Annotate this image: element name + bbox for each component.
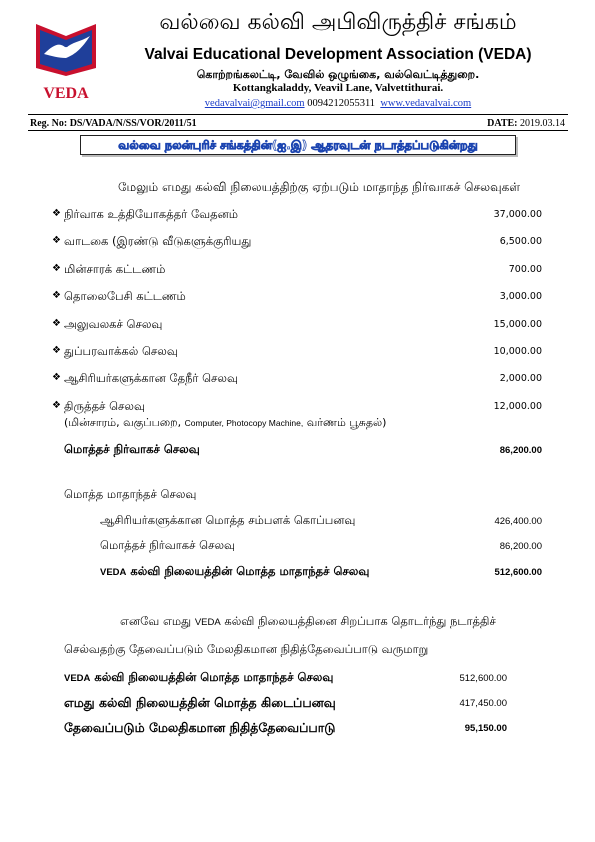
expense-item (52, 207, 542, 225)
registration-number: Reg. No: DS/VADA/N/SS/VOR/2011/51 (30, 118, 197, 129)
note-english: Computer, Photocopy Machine, (184, 418, 304, 428)
monthly-total-amount: 512,600.00 (494, 567, 542, 578)
expense-amount: 12,000.00 (493, 400, 542, 412)
monthly-total-text: கல்வி நிலையத்தின் மொத்த மாதாந்தச் செலவு (126, 564, 370, 578)
expense-label: தொலைபேசி கட்டணம் (64, 289, 186, 304)
title-english: Valvai Educational Development Association (VEDA) (144, 46, 532, 63)
diamond-bullet-icon: ❖ (52, 262, 61, 274)
email-link[interactable]: vedavalvai@gmail.com (204, 98, 305, 109)
summary-line-2: செல்வதற்கு தேவைப்படும் மேலதிகமான நிதித்தேவைப்பாடு வருமாறு (64, 642, 429, 656)
website-link[interactable]: www.vedavalvai.com (380, 98, 472, 109)
note-suffix: வர்ணம் பூசுதல்) (303, 416, 387, 429)
expense-label: நிர்வாக உத்தியோகத்தர் வேதனம் (64, 207, 239, 221)
expense-label: மின்சாரக் கட்டணம் (64, 261, 166, 276)
expense-amount: 3,000.00 (499, 291, 542, 303)
summary-line1-b: கல்வி நிலையத்தினை சிறப்பாக தொடர்ந்து நடாத்திச் (220, 614, 496, 628)
expenses-intro: மேலும் எமது கல்வி நிலையத்திற்கு ஏற்படும் மாதாந்த நிர்வாகச் செலவுகள் (118, 180, 521, 194)
expense-amount: 2,000.00 (499, 373, 542, 385)
expense-amount: 700.00 (508, 263, 542, 275)
expense-amount: 15,000.00 (493, 318, 542, 330)
diamond-bullet-icon: ❖ (52, 290, 61, 302)
expense-item (52, 344, 542, 362)
expense-amount: 37,000.00 (493, 209, 542, 220)
summary-row-1-amount: 512,600.00 (459, 673, 507, 684)
header-rule (28, 114, 568, 115)
summary-row-2-label: எமது கல்வி நிலையத்தின் மொத்த கிடைப்பனவு (64, 695, 336, 710)
expense-amount: 10,000.00 (493, 346, 542, 357)
diamond-bullet-icon: ❖ (52, 372, 61, 384)
monthly-admin-amount: 86,200.00 (499, 541, 542, 552)
diamond-bullet-icon: ❖ (52, 235, 61, 247)
diamond-bullet-icon: ❖ (52, 399, 61, 411)
expense-item (52, 317, 542, 335)
summary-row-2-amount: 417,450.00 (459, 698, 507, 709)
admin-total-amount: 86,200.00 (499, 445, 542, 456)
monthly-admin-label: மொத்தச் நிர்வாகச் செலவு (100, 538, 236, 552)
contact-line (118, 98, 558, 109)
expense-amount: 6,500.00 (499, 236, 542, 248)
reg-rule (28, 130, 568, 131)
date-line (487, 118, 565, 129)
summary-row-3-label: தேவைப்படும் மேலதிகமான நிதித்தேவைப்பாடு (64, 720, 336, 735)
summary-row-3-amount: 95,150.00 (464, 723, 507, 734)
expense-label: துப்பரவாக்கல் செலவு (64, 344, 178, 358)
expense-label: வாடகை (இரண்டு வீடுகளுக்குரியது (64, 234, 252, 249)
admin-total-label: மொத்தச் நிர்வாகச் செலவு (64, 442, 200, 456)
phone-number: 0094212055311 (307, 98, 376, 109)
monthly-heading: மொத்த மாதாந்தச் செலவு (64, 487, 197, 501)
expense-label: அலுவலகச் செலவு (64, 316, 163, 331)
diamond-bullet-icon: ❖ (52, 345, 61, 356)
expense-item (52, 371, 542, 389)
summary-row-1-label (64, 670, 333, 686)
teachers-salary-label: ஆசிரியர்களுக்கான மொத்த சம்பளக் கொப்பனவு (100, 513, 356, 527)
summary-row1-prefix: VEDA (64, 673, 91, 684)
monthly-total-prefix: VEDA (100, 567, 127, 578)
repair-note (64, 416, 386, 431)
summary-line1-a: எனவே எமது (120, 614, 195, 628)
summary-row1-text: கல்வி நிலையத்தின் மொத்த மாதாந்தச் செலவு (90, 670, 334, 684)
date-value: 2019.03.14 (520, 118, 565, 129)
veda-logo (26, 14, 106, 106)
expense-label: ஆசிரியர்களுக்கான தேநீர் செலவு (64, 371, 238, 386)
expense-item (52, 399, 542, 417)
summary-line1-en: VEDA (194, 617, 221, 628)
diamond-bullet-icon: ❖ (52, 208, 61, 219)
title-tamil: வல்வை கல்வி அபிவிருத்திச் சங்கம் (159, 10, 517, 35)
summary-line-1 (120, 614, 496, 630)
date-label: DATE: (487, 118, 518, 129)
address-tamil: கொற்றங்கலட்டி, வேவில் ஒழுங்கை, வல்வெட்டித்துறை. (196, 68, 480, 81)
teachers-salary-amount: 426,400.00 (494, 516, 542, 527)
expense-item (52, 289, 542, 307)
expense-item (52, 262, 542, 280)
address-english: Kottangkaladdy, Veavil Lane, Valvettithurai. (232, 82, 444, 94)
support-banner: வல்வை நலன்புரிச் சங்கத்தின்(ஐ.இ) ஆதரவுடன் நடாத்தப்படுகின்றது (80, 135, 516, 155)
note-prefix: (மின்சாரம், வகுப்பறை, (64, 416, 185, 429)
expense-item (52, 234, 542, 252)
monthly-total-label (100, 564, 369, 580)
logo-text: VEDA (43, 85, 89, 102)
diamond-bullet-icon: ❖ (52, 317, 61, 329)
expense-label: திருத்தச் செலவு (64, 398, 145, 413)
